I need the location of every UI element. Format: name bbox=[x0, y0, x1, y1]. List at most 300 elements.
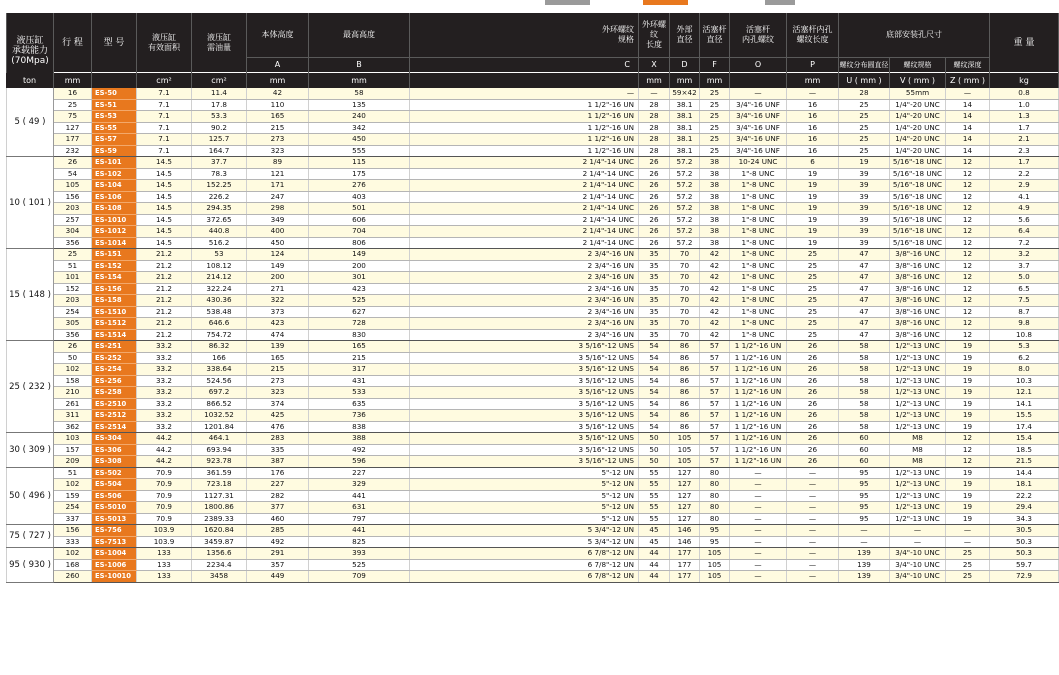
max-height-cell: 215 bbox=[309, 352, 410, 364]
ext-thread-cell: 3 5/16"-12 UNS bbox=[410, 341, 639, 353]
ext-thread-cell: 3 5/16"-12 UNS bbox=[410, 387, 639, 399]
oil-cell: 3458 bbox=[192, 571, 247, 583]
stroke-cell: 75 bbox=[54, 111, 92, 123]
max-height-cell: 825 bbox=[309, 536, 410, 548]
piston-dia-cell: 95 bbox=[700, 525, 730, 537]
outer-dia-cell: 86 bbox=[670, 398, 700, 410]
ext-len-cell: 54 bbox=[639, 410, 670, 422]
ext-thread-cell: 2 3/4"-16 UN bbox=[410, 272, 639, 284]
table-row bbox=[7, 260, 1059, 272]
capacity-cell: 30 ( 309 ) bbox=[7, 433, 54, 468]
area-cell: 70.9 bbox=[137, 490, 192, 502]
piston-dia-cell: 38 bbox=[700, 226, 730, 238]
piston-thread-cell: 1"-8 UNC bbox=[730, 318, 787, 330]
base-spec-cell: 5/16"-18 UNC bbox=[890, 191, 946, 203]
base-spec-cell: 3/8"-16 UNC bbox=[890, 329, 946, 341]
base-depth-cell: 19 bbox=[946, 479, 990, 491]
model-cell: ES-304 bbox=[92, 433, 137, 445]
piston-dia-cell: 57 bbox=[700, 398, 730, 410]
outer-dia-cell: 177 bbox=[670, 559, 700, 571]
piston-thread-len-cell: 19 bbox=[787, 180, 839, 192]
stroke-cell: 337 bbox=[54, 513, 92, 525]
piston-dia-cell: 25 bbox=[700, 134, 730, 146]
model-cell: ES-251 bbox=[92, 341, 137, 353]
outer-dia-cell: 57.2 bbox=[670, 180, 700, 192]
piston-thread-len-cell: 26 bbox=[787, 433, 839, 445]
base-spec-cell: 1/2"-13 UNC bbox=[890, 421, 946, 433]
ext-len-cell: 44 bbox=[639, 571, 670, 583]
weight-cell: 4.1 bbox=[990, 191, 1059, 203]
base-depth-cell: 12 bbox=[946, 318, 990, 330]
base-spec-cell: 3/8"-16 UNC bbox=[890, 260, 946, 272]
body-height-cell: 215 bbox=[247, 122, 309, 134]
ext-thread-cell: 2 1/4"-14 UNC bbox=[410, 214, 639, 226]
oil-cell: 338.64 bbox=[192, 364, 247, 376]
body-height-cell: 165 bbox=[247, 111, 309, 123]
base-depth-cell: 12 bbox=[946, 214, 990, 226]
piston-dia-cell: 80 bbox=[700, 513, 730, 525]
oil-cell: 108.12 bbox=[192, 260, 247, 272]
base-circle-cell: 47 bbox=[839, 272, 890, 284]
outer-dia-cell: 57.2 bbox=[670, 191, 700, 203]
piston-thread-cell: 1"-8 UNC bbox=[730, 237, 787, 249]
body-height-cell: 323 bbox=[247, 145, 309, 157]
table-row bbox=[7, 559, 1059, 571]
body-height-cell: 124 bbox=[247, 249, 309, 261]
area-cell: 44.2 bbox=[137, 444, 192, 456]
piston-dia-cell: 42 bbox=[700, 295, 730, 307]
model-cell: ES-7513 bbox=[92, 536, 137, 548]
area-cell: 7.1 bbox=[137, 99, 192, 111]
weight-cell: 1.7 bbox=[990, 122, 1059, 134]
body-height-cell: 460 bbox=[247, 513, 309, 525]
weight-cell: 0.8 bbox=[990, 88, 1059, 99]
unit-U: U ( mm ) bbox=[839, 73, 890, 89]
max-height-cell: 838 bbox=[309, 421, 410, 433]
ext-len-cell: 35 bbox=[639, 260, 670, 272]
outer-dia-cell: 105 bbox=[670, 456, 700, 468]
spec-table-body bbox=[7, 88, 1059, 582]
base-spec-header: 螺纹规格 bbox=[890, 58, 946, 73]
letter-B: B bbox=[309, 58, 410, 73]
ext-len-cell: 54 bbox=[639, 398, 670, 410]
oil-cell: 693.94 bbox=[192, 444, 247, 456]
base-depth-cell: 12 bbox=[946, 157, 990, 169]
base-depth-cell: 19 bbox=[946, 490, 990, 502]
capacity-cell: 95 ( 930 ) bbox=[7, 548, 54, 583]
base-depth-cell: 19 bbox=[946, 387, 990, 399]
area-cell: 33.2 bbox=[137, 410, 192, 422]
table-row bbox=[7, 513, 1059, 525]
base-spec-cell: 1/2"-13 UNC bbox=[890, 387, 946, 399]
unit-B: mm bbox=[309, 73, 410, 89]
max-height-cell: 423 bbox=[309, 283, 410, 295]
capacity-cell: 15 ( 148 ) bbox=[7, 249, 54, 341]
piston-thread-len-cell: 25 bbox=[787, 249, 839, 261]
model-cell: ES-5010 bbox=[92, 502, 137, 514]
max-height-cell: 635 bbox=[309, 398, 410, 410]
stroke-cell: 157 bbox=[54, 444, 92, 456]
table-row bbox=[7, 180, 1059, 192]
piston-dia-cell: 38 bbox=[700, 180, 730, 192]
stroke-cell: 232 bbox=[54, 145, 92, 157]
weight-cell: 5.0 bbox=[990, 272, 1059, 284]
model-cell: ES-151 bbox=[92, 249, 137, 261]
base-circle-cell: 47 bbox=[839, 306, 890, 318]
base-depth-header: 螺纹深度 bbox=[946, 58, 990, 73]
piston-thread-cell: 3/4"-16 UNF bbox=[730, 111, 787, 123]
ext-len-cell: 35 bbox=[639, 295, 670, 307]
base-spec-cell: 1/2"-13 UNC bbox=[890, 364, 946, 376]
body-height-cell: 283 bbox=[247, 433, 309, 445]
area-cell: 21.2 bbox=[137, 306, 192, 318]
weight-cell: 2.9 bbox=[990, 180, 1059, 192]
base-depth-cell: 12 bbox=[946, 295, 990, 307]
outer-dia-cell: 86 bbox=[670, 341, 700, 353]
ext-len-cell: 28 bbox=[639, 99, 670, 111]
ext-len-cell: 50 bbox=[639, 444, 670, 456]
piston-thread-len-cell: — bbox=[787, 571, 839, 583]
model-cell: ES-51 bbox=[92, 99, 137, 111]
base-depth-cell: 19 bbox=[946, 513, 990, 525]
piston-thread-cell: 1 1/2"-16 UN bbox=[730, 421, 787, 433]
piston-thread-len-cell: 16 bbox=[787, 99, 839, 111]
outer-dia-cell: 146 bbox=[670, 536, 700, 548]
ext-thread-cell: 5 3/4"-12 UN bbox=[410, 525, 639, 537]
ext-thread-cell: 1 1/2"-16 UN bbox=[410, 134, 639, 146]
col-outer-dia-header: 外部 直径 bbox=[670, 13, 700, 58]
weight-cell: 7.2 bbox=[990, 237, 1059, 249]
ext-thread-cell: 2 3/4"-16 UN bbox=[410, 260, 639, 272]
piston-thread-cell: — bbox=[730, 536, 787, 548]
body-height-cell: 139 bbox=[247, 341, 309, 353]
oil-cell: 11.4 bbox=[192, 88, 247, 99]
unit-oil: cm² bbox=[192, 73, 247, 89]
body-height-cell: 377 bbox=[247, 502, 309, 514]
ext-len-cell: 26 bbox=[639, 191, 670, 203]
base-depth-cell: 14 bbox=[946, 145, 990, 157]
model-cell: ES-53 bbox=[92, 111, 137, 123]
oil-cell: 53 bbox=[192, 249, 247, 261]
piston-thread-len-cell: — bbox=[787, 490, 839, 502]
stroke-cell: 158 bbox=[54, 375, 92, 387]
stroke-cell: 26 bbox=[54, 341, 92, 353]
outer-dia-cell: 57.2 bbox=[670, 237, 700, 249]
table-row bbox=[7, 352, 1059, 364]
body-height-cell: 247 bbox=[247, 191, 309, 203]
piston-dia-cell: 57 bbox=[700, 456, 730, 468]
outer-dia-cell: 57.2 bbox=[670, 168, 700, 180]
outer-dia-cell: 70 bbox=[670, 272, 700, 284]
piston-dia-cell: 25 bbox=[700, 88, 730, 99]
base-spec-cell: 55mm bbox=[890, 88, 946, 99]
ext-len-cell: 28 bbox=[639, 122, 670, 134]
base-spec-cell: 1/2"-13 UNC bbox=[890, 398, 946, 410]
stroke-cell: 156 bbox=[54, 191, 92, 203]
stroke-cell: 50 bbox=[54, 352, 92, 364]
area-cell: 21.2 bbox=[137, 283, 192, 295]
area-cell: 21.2 bbox=[137, 249, 192, 261]
piston-dia-cell: 42 bbox=[700, 318, 730, 330]
max-height-cell: 115 bbox=[309, 157, 410, 169]
col-stroke-header: 行 程 bbox=[54, 13, 92, 73]
table-row bbox=[7, 364, 1059, 376]
max-height-cell: 627 bbox=[309, 306, 410, 318]
table-row bbox=[7, 329, 1059, 341]
area-cell: 103.9 bbox=[137, 525, 192, 537]
outer-dia-cell: 105 bbox=[670, 433, 700, 445]
table-row bbox=[7, 525, 1059, 537]
ext-len-cell: 54 bbox=[639, 387, 670, 399]
base-circle-cell: 39 bbox=[839, 226, 890, 238]
area-cell: 133 bbox=[137, 559, 192, 571]
outer-dia-cell: 177 bbox=[670, 571, 700, 583]
body-height-cell: 373 bbox=[247, 306, 309, 318]
piston-thread-len-cell: — bbox=[787, 559, 839, 571]
area-cell: 33.2 bbox=[137, 375, 192, 387]
piston-dia-cell: 80 bbox=[700, 479, 730, 491]
base-circle-cell: 39 bbox=[839, 237, 890, 249]
piston-thread-len-cell: 25 bbox=[787, 306, 839, 318]
oil-cell: 2234.4 bbox=[192, 559, 247, 571]
piston-dia-cell: 42 bbox=[700, 260, 730, 272]
piston-thread-cell: 1"-8 UNC bbox=[730, 329, 787, 341]
model-cell: ES-57 bbox=[92, 134, 137, 146]
base-depth-cell: 25 bbox=[946, 559, 990, 571]
base-depth-cell: 12 bbox=[946, 283, 990, 295]
base-depth-cell: 12 bbox=[946, 191, 990, 203]
piston-thread-len-cell: 16 bbox=[787, 134, 839, 146]
base-circle-cell: 139 bbox=[839, 571, 890, 583]
piston-thread-len-cell: 26 bbox=[787, 398, 839, 410]
base-spec-cell: 1/2"-13 UNC bbox=[890, 490, 946, 502]
max-height-cell: 806 bbox=[309, 237, 410, 249]
base-circle-cell: 47 bbox=[839, 329, 890, 341]
weight-cell: 18.5 bbox=[990, 444, 1059, 456]
stroke-cell: 152 bbox=[54, 283, 92, 295]
letter-C: C bbox=[410, 58, 639, 73]
base-circle-cell: 58 bbox=[839, 375, 890, 387]
outer-dia-cell: 38.1 bbox=[670, 111, 700, 123]
oil-cell: 17.8 bbox=[192, 99, 247, 111]
piston-thread-len-cell: 6 bbox=[787, 157, 839, 169]
piston-thread-len-cell: 19 bbox=[787, 237, 839, 249]
base-circle-cell: 139 bbox=[839, 559, 890, 571]
ext-thread-cell: 3 5/16"-12 UNS bbox=[410, 352, 639, 364]
model-cell: ES-254 bbox=[92, 364, 137, 376]
table-row bbox=[7, 456, 1059, 468]
base-depth-cell: 12 bbox=[946, 226, 990, 238]
base-spec-cell: 3/8"-16 UNC bbox=[890, 272, 946, 284]
body-height-cell: 273 bbox=[247, 375, 309, 387]
weight-cell: 8.0 bbox=[990, 364, 1059, 376]
ext-thread-cell: 2 3/4"-16 UN bbox=[410, 306, 639, 318]
body-height-cell: 171 bbox=[247, 180, 309, 192]
max-height-cell: 830 bbox=[309, 329, 410, 341]
oil-cell: 430.36 bbox=[192, 295, 247, 307]
body-height-cell: 42 bbox=[247, 88, 309, 99]
oil-cell: 697.2 bbox=[192, 387, 247, 399]
ext-thread-cell: 1 1/2"-16 UN bbox=[410, 145, 639, 157]
max-height-cell: 58 bbox=[309, 88, 410, 99]
base-circle-cell: 58 bbox=[839, 398, 890, 410]
ext-len-cell: 26 bbox=[639, 226, 670, 238]
top-decoration-orange bbox=[643, 0, 688, 5]
ext-thread-cell: 2 1/4"-14 UNC bbox=[410, 168, 639, 180]
outer-dia-cell: 59×42 bbox=[670, 88, 700, 99]
piston-thread-cell: 1 1/2"-16 UN bbox=[730, 375, 787, 387]
piston-thread-len-cell: 26 bbox=[787, 387, 839, 399]
piston-thread-cell: 1"-8 UNC bbox=[730, 180, 787, 192]
area-cell: 33.2 bbox=[137, 398, 192, 410]
piston-dia-cell: 57 bbox=[700, 352, 730, 364]
piston-thread-cell: — bbox=[730, 479, 787, 491]
piston-thread-len-cell: 25 bbox=[787, 283, 839, 295]
piston-thread-cell: 3/4"-16 UNF bbox=[730, 99, 787, 111]
piston-thread-cell: 1 1/2"-16 UN bbox=[730, 387, 787, 399]
piston-thread-cell: 1 1/2"-16 UN bbox=[730, 444, 787, 456]
ext-len-cell: 54 bbox=[639, 364, 670, 376]
area-cell: 133 bbox=[137, 548, 192, 560]
oil-cell: 294.35 bbox=[192, 203, 247, 215]
stroke-cell: 168 bbox=[54, 559, 92, 571]
area-cell: 7.1 bbox=[137, 122, 192, 134]
base-depth-cell: — bbox=[946, 536, 990, 548]
max-height-cell: 240 bbox=[309, 111, 410, 123]
piston-thread-len-cell: 26 bbox=[787, 421, 839, 433]
piston-thread-len-cell: — bbox=[787, 88, 839, 99]
piston-thread-cell: 1"-8 UNC bbox=[730, 295, 787, 307]
weight-cell: 30.5 bbox=[990, 525, 1059, 537]
piston-dia-cell: 57 bbox=[700, 444, 730, 456]
piston-dia-cell: 80 bbox=[700, 502, 730, 514]
ext-len-cell: 45 bbox=[639, 536, 670, 548]
oil-cell: 723.18 bbox=[192, 479, 247, 491]
model-cell: ES-258 bbox=[92, 387, 137, 399]
col-piston-thread-header: 活塞杆 内孔螺纹 bbox=[730, 13, 787, 58]
ext-len-cell: 26 bbox=[639, 168, 670, 180]
model-cell: ES-306 bbox=[92, 444, 137, 456]
oil-cell: 166 bbox=[192, 352, 247, 364]
model-cell: ES-1514 bbox=[92, 329, 137, 341]
stroke-cell: 260 bbox=[54, 571, 92, 583]
ext-thread-cell: 6 7/8"-12 UN bbox=[410, 559, 639, 571]
piston-thread-cell: 1"-8 UNC bbox=[730, 249, 787, 261]
piston-dia-cell: 80 bbox=[700, 490, 730, 502]
piston-dia-cell: 38 bbox=[700, 191, 730, 203]
outer-dia-cell: 57.2 bbox=[670, 203, 700, 215]
piston-thread-cell: 3/4"-16 UNF bbox=[730, 122, 787, 134]
model-cell: ES-1014 bbox=[92, 237, 137, 249]
piston-dia-cell: 57 bbox=[700, 421, 730, 433]
ext-thread-cell: 2 3/4"-16 UN bbox=[410, 283, 639, 295]
max-height-cell: 393 bbox=[309, 548, 410, 560]
piston-thread-cell: 1 1/2"-16 UN bbox=[730, 398, 787, 410]
model-cell: ES-102 bbox=[92, 168, 137, 180]
ext-thread-cell: 5"-12 UN bbox=[410, 467, 639, 479]
unit-C bbox=[410, 73, 639, 89]
piston-dia-cell: 105 bbox=[700, 548, 730, 560]
oil-cell: 1620.84 bbox=[192, 525, 247, 537]
piston-thread-cell: 1"-8 UNC bbox=[730, 191, 787, 203]
piston-thread-cell: — bbox=[730, 548, 787, 560]
stroke-cell: 105 bbox=[54, 180, 92, 192]
base-circle-cell: 60 bbox=[839, 444, 890, 456]
col-ext-thread-header: 外环螺纹 规格 bbox=[410, 13, 639, 58]
base-spec-cell: 3/8"-16 UNC bbox=[890, 318, 946, 330]
piston-dia-cell: 105 bbox=[700, 571, 730, 583]
outer-dia-cell: 86 bbox=[670, 364, 700, 376]
outer-dia-cell: 146 bbox=[670, 525, 700, 537]
base-depth-cell: 19 bbox=[946, 421, 990, 433]
outer-dia-cell: 127 bbox=[670, 502, 700, 514]
area-cell: 33.2 bbox=[137, 364, 192, 376]
outer-dia-cell: 127 bbox=[670, 479, 700, 491]
body-height-cell: 474 bbox=[247, 329, 309, 341]
unit-weight: kg bbox=[990, 73, 1059, 89]
base-depth-cell: 14 bbox=[946, 134, 990, 146]
ext-thread-cell: 6 7/8"-12 UN bbox=[410, 571, 639, 583]
weight-cell: 21.5 bbox=[990, 456, 1059, 468]
weight-cell: 50.3 bbox=[990, 548, 1059, 560]
unit-O bbox=[730, 73, 787, 89]
base-spec-cell: 1/2"-13 UNC bbox=[890, 341, 946, 353]
piston-thread-len-cell: 25 bbox=[787, 260, 839, 272]
base-circle-cell: 47 bbox=[839, 260, 890, 272]
body-height-cell: 110 bbox=[247, 99, 309, 111]
table-row bbox=[7, 387, 1059, 399]
oil-cell: 78.3 bbox=[192, 168, 247, 180]
piston-dia-cell: 95 bbox=[700, 536, 730, 548]
capacity-cell: 10 ( 101 ) bbox=[7, 157, 54, 249]
table-row bbox=[7, 490, 1059, 502]
weight-cell: 5.6 bbox=[990, 214, 1059, 226]
piston-thread-len-cell: — bbox=[787, 513, 839, 525]
piston-dia-cell: 57 bbox=[700, 364, 730, 376]
stroke-cell: 102 bbox=[54, 364, 92, 376]
piston-thread-cell: 1"-8 UNC bbox=[730, 214, 787, 226]
max-height-cell: 403 bbox=[309, 191, 410, 203]
model-cell: ES-55 bbox=[92, 122, 137, 134]
weight-cell: 6.4 bbox=[990, 226, 1059, 238]
max-height-cell: 596 bbox=[309, 456, 410, 468]
unit-P: mm bbox=[787, 73, 839, 89]
unit-stroke: mm bbox=[54, 73, 92, 89]
stroke-cell: 156 bbox=[54, 525, 92, 537]
piston-thread-cell: 1 1/2"-16 UN bbox=[730, 410, 787, 422]
body-height-cell: 476 bbox=[247, 421, 309, 433]
table-row bbox=[7, 122, 1059, 134]
ext-len-cell: 54 bbox=[639, 421, 670, 433]
max-height-cell: 797 bbox=[309, 513, 410, 525]
base-circle-cell: 39 bbox=[839, 203, 890, 215]
model-cell: ES-1004 bbox=[92, 548, 137, 560]
piston-thread-len-cell: 26 bbox=[787, 444, 839, 456]
oil-cell: 1356.6 bbox=[192, 548, 247, 560]
piston-thread-cell: 1 1/2"-16 UN bbox=[730, 352, 787, 364]
outer-dia-cell: 70 bbox=[670, 329, 700, 341]
base-circle-header: 螺纹分布圆直径 bbox=[839, 58, 890, 73]
weight-cell: 9.8 bbox=[990, 318, 1059, 330]
piston-thread-cell: — bbox=[730, 525, 787, 537]
weight-cell: 5.3 bbox=[990, 341, 1059, 353]
max-height-cell: 709 bbox=[309, 571, 410, 583]
outer-dia-cell: 57.2 bbox=[670, 226, 700, 238]
base-circle-cell: 60 bbox=[839, 433, 890, 445]
col-body-height-header: 本体高度 bbox=[247, 13, 309, 58]
outer-dia-cell: 38.1 bbox=[670, 99, 700, 111]
piston-thread-len-cell: — bbox=[787, 467, 839, 479]
